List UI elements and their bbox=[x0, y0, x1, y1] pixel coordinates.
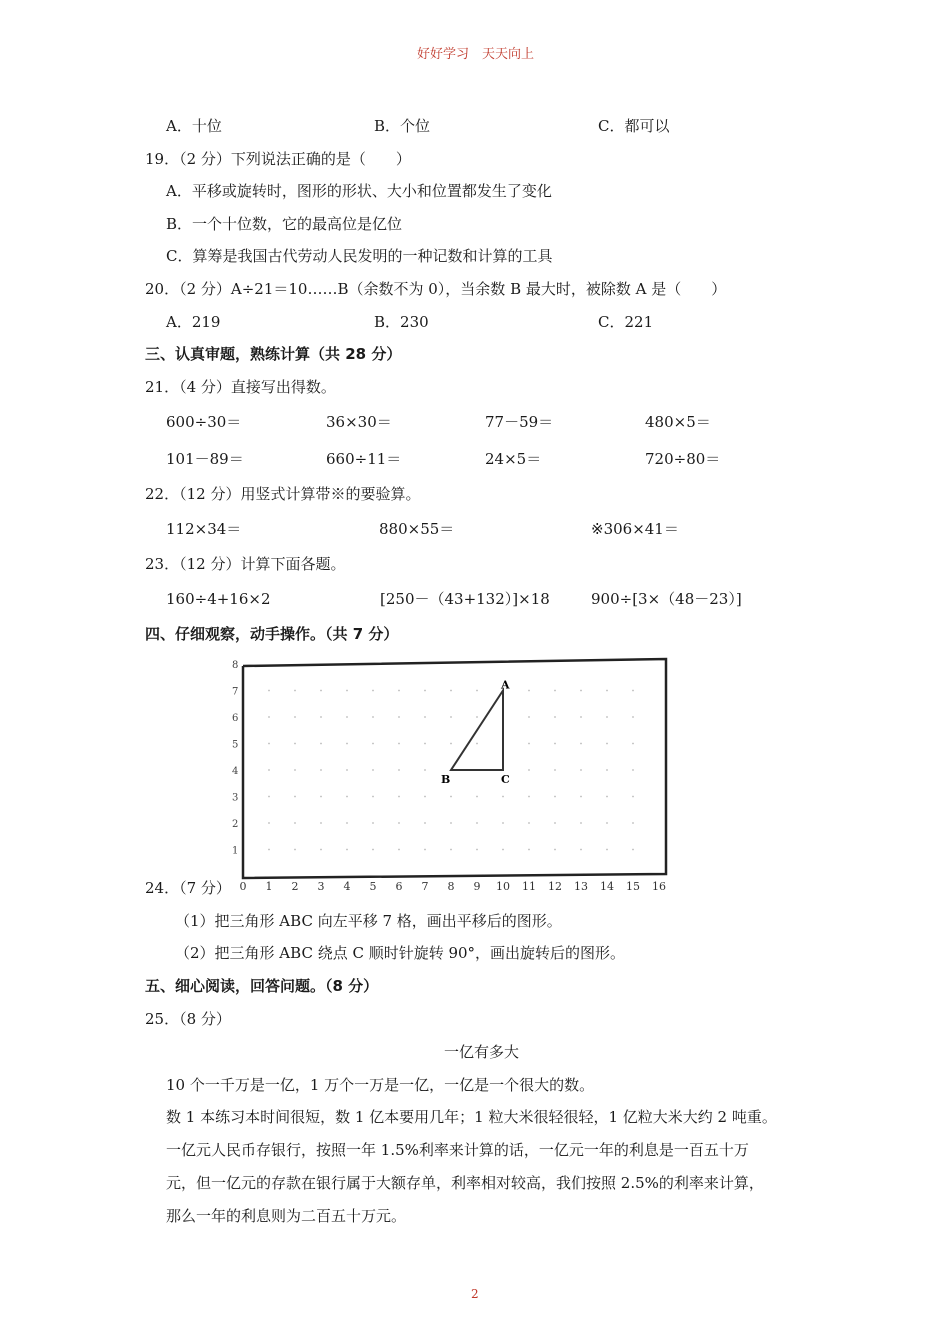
grid-dot bbox=[476, 822, 478, 824]
grid-dot bbox=[606, 849, 608, 851]
grid-dot bbox=[294, 769, 296, 771]
q20-option-b: B．230 bbox=[374, 313, 429, 331]
grid-dot bbox=[346, 716, 348, 718]
x-tick-label: 0 bbox=[239, 880, 247, 893]
grid-dot bbox=[268, 849, 270, 851]
grid-dot bbox=[398, 822, 400, 824]
y-tick-label: 3 bbox=[232, 792, 239, 804]
q21-item: 600÷30＝ bbox=[166, 413, 242, 431]
grid-dot bbox=[580, 796, 582, 798]
q24-stem: 24．（7 分） bbox=[145, 879, 231, 897]
q21-item: 660÷11＝ bbox=[326, 450, 402, 468]
q22-stem: 22．（12 分）用竖式计算带※的要验算。 bbox=[145, 485, 421, 503]
grid-dot bbox=[476, 796, 478, 798]
x-tick-label: 7 bbox=[421, 880, 429, 893]
x-tick-label: 13 bbox=[574, 880, 588, 893]
x-tick-label: 16 bbox=[652, 880, 666, 893]
grid-dot bbox=[424, 743, 426, 745]
grid-dot bbox=[398, 769, 400, 771]
reading-paragraph: 10 个一千万是一亿，1 万个一万是一亿，一亿是一个很大的数。 bbox=[166, 1076, 595, 1094]
grid-dot bbox=[528, 796, 530, 798]
page-header: 好好学习 天天向上 bbox=[417, 47, 535, 62]
grid-dot bbox=[424, 822, 426, 824]
x-tick-label: 12 bbox=[548, 880, 562, 893]
grid-dot bbox=[476, 849, 478, 851]
grid-dot bbox=[632, 743, 634, 745]
grid-dot bbox=[606, 690, 608, 692]
grid-dot bbox=[320, 769, 322, 771]
grid-dot bbox=[398, 849, 400, 851]
grid-dot bbox=[502, 849, 504, 851]
grid-dot bbox=[502, 822, 504, 824]
reading-paragraph: 一亿元人民币存银行，按照一年 1.5%利率来计算的话，一亿元一年的利息是一百五十万 bbox=[166, 1141, 749, 1159]
vertex-label-b: B bbox=[441, 773, 451, 786]
x-tick-label: 1 bbox=[265, 880, 273, 893]
grid-dot bbox=[294, 849, 296, 851]
x-tick-label: 14 bbox=[600, 880, 614, 893]
grid-dot bbox=[606, 743, 608, 745]
grid-dot bbox=[580, 743, 582, 745]
grid-dot bbox=[580, 716, 582, 718]
grid-dot bbox=[476, 716, 478, 718]
grid-dot bbox=[554, 849, 556, 851]
q21-item: 101－89＝ bbox=[166, 450, 244, 468]
grid-dot bbox=[346, 743, 348, 745]
x-tick-label: 9 bbox=[473, 880, 481, 893]
q19-option-c: C．算筹是我国古代劳动人民发明的一种记数和计算的工具 bbox=[166, 247, 553, 265]
grid-dot bbox=[372, 690, 374, 692]
grid-dot bbox=[528, 822, 530, 824]
x-tick-label: 2 bbox=[291, 880, 299, 893]
grid-dot bbox=[372, 769, 374, 771]
q18-option-a: A．十位 bbox=[166, 117, 222, 135]
grid-dot bbox=[346, 849, 348, 851]
grid-dot bbox=[372, 743, 374, 745]
reading-paragraph: 元，但一亿元的存款在银行属于大额存单，利率相对较高，我们按照 2.5%的利率来计算， bbox=[166, 1174, 764, 1192]
q21-item: 720÷80＝ bbox=[645, 450, 721, 468]
y-tick-label: 8 bbox=[232, 660, 239, 671]
grid-dot bbox=[372, 796, 374, 798]
grid-dot bbox=[632, 796, 634, 798]
grid-dot bbox=[346, 822, 348, 824]
grid-dot bbox=[268, 796, 270, 798]
q22-item: ※306×41＝ bbox=[591, 520, 679, 538]
q21-item: 77－59＝ bbox=[485, 413, 554, 431]
grid-dot bbox=[268, 769, 270, 771]
section-5-heading: 五、细心阅读，回答问题。（8 分） bbox=[145, 977, 379, 995]
grid-dot bbox=[632, 769, 634, 771]
grid-dot bbox=[294, 743, 296, 745]
grid-dot bbox=[450, 743, 452, 745]
grid-dot bbox=[606, 822, 608, 824]
x-tick-label: 4 bbox=[343, 880, 351, 893]
vertex-label-c: C bbox=[501, 773, 510, 786]
grid-dot bbox=[320, 690, 322, 692]
q19-option-a: A．平移或旋转时，图形的形状、大小和位置都发生了变化 bbox=[166, 182, 552, 200]
grid-dot bbox=[372, 849, 374, 851]
q25-stem: 25．（8 分） bbox=[145, 1010, 231, 1028]
q18-option-b: B．个位 bbox=[374, 117, 431, 135]
vertex-label-a: A bbox=[501, 678, 510, 692]
grid-dot bbox=[450, 690, 452, 692]
grid-dot bbox=[450, 796, 452, 798]
grid-dot bbox=[424, 796, 426, 798]
q20-option-c: C．221 bbox=[598, 313, 654, 331]
grid-dot bbox=[346, 690, 348, 692]
q18-option-c: C．都可以 bbox=[598, 117, 670, 135]
grid-dot bbox=[320, 849, 322, 851]
grid-dot bbox=[554, 796, 556, 798]
grid-dot bbox=[424, 769, 426, 771]
grid-dot bbox=[320, 743, 322, 745]
q23-item: 900÷[3×（48－23）] bbox=[591, 590, 742, 608]
grid-dot bbox=[554, 769, 556, 771]
q21-item: 36×30＝ bbox=[326, 413, 392, 431]
grid-dot bbox=[606, 796, 608, 798]
grid-dot bbox=[398, 796, 400, 798]
grid-dot bbox=[398, 716, 400, 718]
q21-stem: 21．（4 分）直接写出得数。 bbox=[145, 378, 336, 396]
grid-dot bbox=[450, 849, 452, 851]
grid-dot bbox=[294, 822, 296, 824]
coordinate-grid-figure bbox=[226, 652, 676, 897]
grid-dot bbox=[528, 769, 530, 771]
x-tick-label: 5 bbox=[369, 880, 377, 893]
grid-dot bbox=[268, 716, 270, 718]
grid-dot bbox=[632, 690, 634, 692]
reading-title: 一亿有多大 bbox=[444, 1043, 520, 1061]
section-4-heading: 四、仔细观察，动手操作。（共 7 分） bbox=[145, 625, 399, 643]
grid-dot bbox=[372, 716, 374, 718]
reading-paragraph: 数 1 本练习本时间很短，数 1 亿本要用几年；1 粒大米很轻很轻，1 亿粒大米大约 2 吨重。 bbox=[166, 1108, 777, 1126]
grid-dot bbox=[528, 690, 530, 692]
grid-dot bbox=[528, 743, 530, 745]
grid-dot bbox=[424, 849, 426, 851]
page-number: 2 bbox=[471, 1287, 479, 1301]
reading-paragraph: 那么一年的利息则为二百五十万元。 bbox=[166, 1207, 407, 1225]
grid-dot bbox=[424, 690, 426, 692]
q24-sub-2: （2）把三角形 ABC 绕点 C 顺时针旋转 90°，画出旋转后的图形。 bbox=[175, 944, 626, 962]
grid-dot bbox=[372, 822, 374, 824]
q23-item: 160÷4+16×2 bbox=[166, 590, 271, 608]
y-tick-label: 1 bbox=[232, 845, 239, 857]
grid-dot bbox=[632, 849, 634, 851]
grid-dot bbox=[502, 796, 504, 798]
grid-dot bbox=[528, 716, 530, 718]
grid-dot bbox=[398, 743, 400, 745]
x-tick-label: 11 bbox=[522, 880, 536, 893]
x-tick-label: 15 bbox=[626, 880, 640, 893]
q21-item: 480×5＝ bbox=[645, 413, 711, 431]
q22-item: 112×34＝ bbox=[166, 520, 242, 538]
grid-dot bbox=[294, 796, 296, 798]
x-tick-label: 8 bbox=[447, 880, 455, 893]
y-tick-label: 6 bbox=[232, 713, 239, 724]
q19-option-b: B．一个十位数，它的最高位是亿位 bbox=[166, 215, 403, 233]
x-tick-label: 10 bbox=[496, 880, 510, 893]
grid-dot bbox=[294, 716, 296, 718]
q20-option-a: A．219 bbox=[166, 313, 221, 331]
grid-dot bbox=[320, 822, 322, 824]
grid-border bbox=[243, 659, 666, 878]
grid-dot bbox=[476, 690, 478, 692]
grid-dot bbox=[554, 690, 556, 692]
grid-dot bbox=[606, 769, 608, 771]
q20-stem: 20．（2 分）A÷21＝10……B（余数不为 0），当余数 B 最大时，被除数 A 是（ ） bbox=[145, 280, 727, 298]
y-tick-label: 2 bbox=[232, 819, 239, 830]
y-tick-label: 5 bbox=[232, 739, 239, 751]
grid-dot bbox=[580, 822, 582, 824]
grid-dot bbox=[268, 822, 270, 824]
section-3-heading: 三、认真审题，熟练计算（共 28 分） bbox=[145, 345, 402, 363]
grid-dot bbox=[398, 690, 400, 692]
grid-dot bbox=[320, 716, 322, 718]
grid-dot bbox=[554, 716, 556, 718]
grid-dot bbox=[528, 849, 530, 851]
grid-dot bbox=[580, 690, 582, 692]
triangle-abc bbox=[451, 691, 503, 771]
grid-dot bbox=[580, 849, 582, 851]
grid-dot bbox=[346, 796, 348, 798]
x-tick-label: 3 bbox=[317, 880, 325, 893]
grid-dot bbox=[476, 743, 478, 745]
q19-stem: 19．（2 分）下列说法正确的是（ ） bbox=[145, 150, 411, 168]
q23-stem: 23．（12 分）计算下面各题。 bbox=[145, 555, 346, 573]
x-tick-label: 6 bbox=[395, 880, 403, 893]
grid-dot bbox=[268, 690, 270, 692]
q21-item: 24×5＝ bbox=[485, 450, 542, 468]
q24-sub-1: （1）把三角形 ABC 向左平移 7 格，画出平移后的图形。 bbox=[175, 912, 562, 930]
grid-dot bbox=[580, 769, 582, 771]
q23-item: [250－（43+132）]×18 bbox=[380, 590, 550, 608]
y-tick-label: 7 bbox=[232, 686, 239, 698]
grid-dot bbox=[554, 822, 556, 824]
grid-dot bbox=[632, 716, 634, 718]
grid-dot bbox=[294, 690, 296, 692]
grid-dot bbox=[268, 743, 270, 745]
grid-dot bbox=[632, 822, 634, 824]
grid-dot bbox=[606, 716, 608, 718]
grid-dot bbox=[346, 769, 348, 771]
grid-dot bbox=[424, 716, 426, 718]
grid-dot bbox=[450, 716, 452, 718]
grid-dot bbox=[554, 743, 556, 745]
y-tick-label: 4 bbox=[232, 766, 239, 777]
grid-dot bbox=[450, 822, 452, 824]
q22-item: 880×55＝ bbox=[379, 520, 455, 538]
grid-dot bbox=[320, 796, 322, 798]
